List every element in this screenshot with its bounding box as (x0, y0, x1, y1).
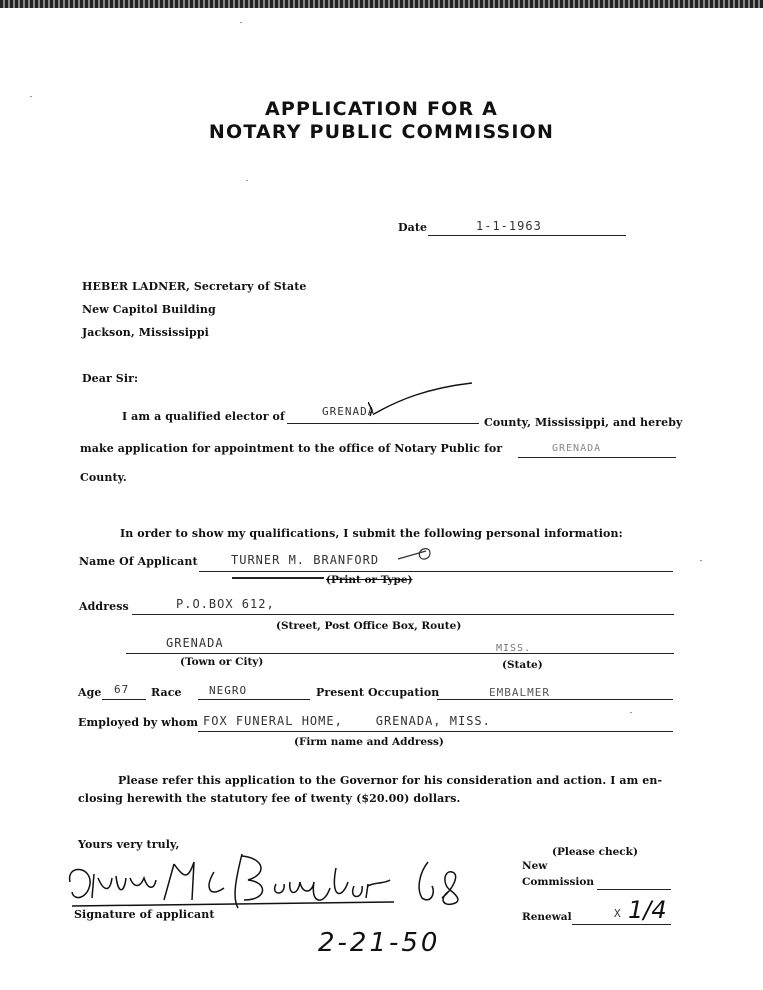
form-title-line2: NOTARY PUBLIC COMMISSION (208, 121, 555, 143)
handwritten-date-note: 2-21-50 (318, 928, 441, 958)
check-header: (Please check) (552, 846, 638, 858)
qualifications-intro: In order to show my qualifications, I submit the following personal information: (120, 527, 623, 540)
addressee-line2: New Capitol Building (82, 303, 216, 316)
scan-speck (246, 180, 248, 181)
address-value: P.O.BOX 612, (176, 597, 275, 611)
name-strike-mark (232, 577, 324, 579)
county-text: County. (80, 471, 127, 484)
salutation: Dear Sir: (82, 372, 139, 385)
state-value: MISS. (496, 643, 532, 654)
application-text: make application for appointment to the office of Notary Public for (80, 442, 503, 455)
age-value: 67 (114, 683, 130, 696)
addressee-line3: Jackson, Mississippi (82, 326, 209, 339)
town-caption: (Town or City) (180, 656, 264, 668)
state-caption: (State) (502, 659, 543, 671)
elector-county-value: GRENADA (322, 405, 376, 418)
employer-line (198, 731, 673, 732)
name-caption: (Print or Type) (326, 574, 413, 586)
date-label: Date (398, 221, 428, 234)
handwritten-checkmark (368, 380, 474, 420)
name-value: TURNER M. BRANFORD (231, 553, 380, 567)
occupation-value: EMBALMER (489, 686, 550, 699)
town-state-line (126, 653, 674, 654)
employer-label: Employed by whom (78, 716, 199, 729)
employer-caption: (Firm name and Address) (294, 736, 444, 748)
employer-value: FOX FUNERAL HOME, GRENADA, MISS. (203, 714, 491, 728)
scan-speck (30, 96, 32, 97)
renewal-mark: X (614, 907, 622, 920)
renewal-label: Renewal (522, 911, 572, 923)
renewal-line (572, 924, 671, 925)
form-title-line1: APPLICATION FOR A (264, 98, 499, 120)
address-line (132, 614, 674, 615)
new-commission-line (597, 889, 671, 890)
town-value: GRENADA (166, 636, 224, 650)
name-line (199, 571, 673, 572)
notary-county-value: GRENADA (552, 443, 602, 454)
signoff: Yours very truly, (78, 838, 180, 851)
scan-speck (630, 712, 632, 713)
elector-county-line (287, 423, 479, 424)
occupation-label: Present Occupation (316, 686, 440, 699)
race-label: Race (151, 686, 182, 699)
address-caption: (Street, Post Office Box, Route) (276, 620, 462, 632)
new-label: New (522, 860, 548, 872)
occupation-line (437, 699, 673, 700)
scan-speck (240, 22, 242, 23)
closing-line2: closing herewith the statutory fee of twenty ($20.00) dollars. (78, 792, 461, 805)
date-line (428, 235, 626, 236)
commission-label: Commission (522, 876, 595, 888)
age-label: Age (78, 686, 102, 699)
name-label: Name Of Applicant (79, 555, 198, 568)
date-value: 1-1-1963 (476, 219, 542, 233)
scan-top-border (0, 0, 763, 8)
handwritten-mark-name (396, 545, 436, 567)
address-label: Address (79, 600, 129, 613)
renewal-note: 1/4 (628, 896, 667, 924)
race-line (198, 699, 310, 700)
closing-line1: Please refer this application to the Governor for his consideration and action. I am en- (118, 774, 663, 787)
elector-text-prefix: I am a qualified elector of (122, 410, 285, 423)
age-line (102, 699, 146, 700)
notary-county-line (518, 457, 676, 458)
signature-label: Signature of applicant (74, 908, 215, 921)
elector-text-suffix: County, Mississippi, and hereby (484, 416, 683, 429)
race-value: NEGRO (209, 684, 248, 697)
addressee-line1: HEBER LADNER, Secretary of State (82, 280, 307, 293)
handwritten-initials (412, 858, 468, 908)
scan-speck (700, 560, 702, 561)
